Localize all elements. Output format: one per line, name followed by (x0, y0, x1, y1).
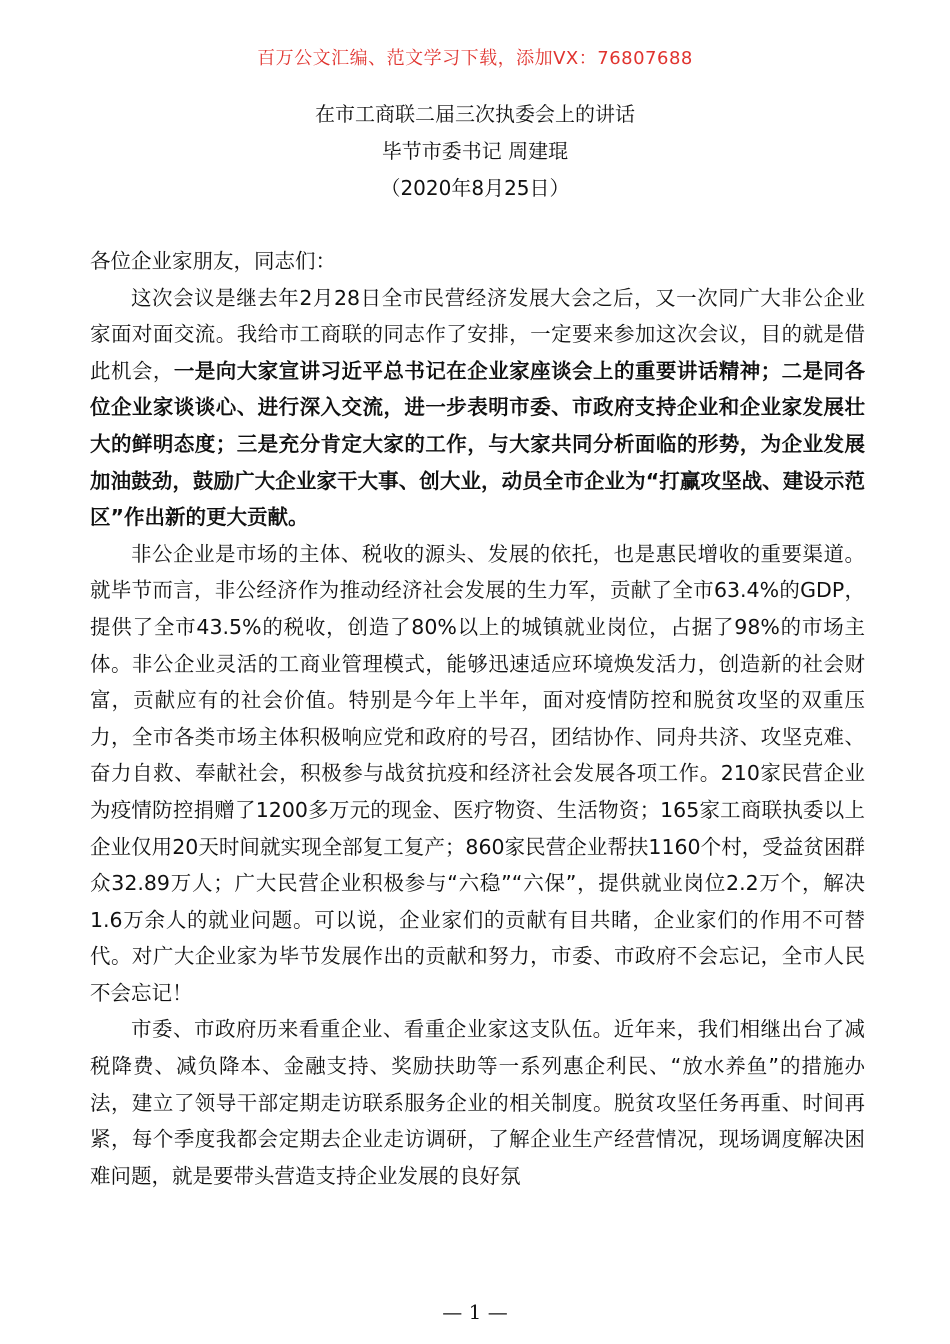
paragraph-2: 非公企业是市场的主体、税收的源头、发展的依托，也是惠民增收的重要渠道。就毕节而言，非公经济作为推动经济社会发展的生力军，贡献了全市63.4%的GDP，提供了全市43.5%的税收，创造了80%以上的城镇就业岗位，占据了98%的市场主体。非公企业灵活的工商业管理模式，能够迅速适应环境焕发活力，创造新的社会财富，贡献应有的社会价值。特别是今年上半年，面对疫情防控和脱贫攻坚的双重压力，全市各类市场主体积极响应党和政府的号召，团结协作、同舟共济、攻坚克难、奋力自救、奉献社会，积极参与战贫抗疫和经济社会发展各项工作。210家民营企业为疫情防控捐赠了1200多万元的现金、医疗物资、生活物资；165家工商联执委以上企业仅用20天时间就实现全部复工复产；860家民营企业帮扶1160个村，受益贫困群众32.89万人；广大民营企业积极参与“六稳”“六保”，提供就业岗位2.2万个，解决1.6万余人的就业问题。可以说，企业家们的贡献有目共睹，企业家们的作用不可替代。对广大企业家为毕节发展作出的贡献和努力，市委、市政府不会忘记，全市人民不会忘记！ (90, 541, 865, 1005)
paragraph-1 (90, 280, 865, 536)
page-number: — 1 — (442, 1300, 508, 1324)
paragraph-1-text: 这次会议是继去年2月28日全市民营经济发展大会之后，又一次同广大非公企业家面对面交流。我给市工商联的同志作了安排，一定要来参加这次会议，目的就是借此机会， (90, 285, 865, 383)
speech-author: 毕节市委书记 周建琨 (381, 139, 569, 163)
salutation: 各位企业家朋友，同志们： (90, 249, 336, 273)
paragraph-1-emphasis: 一是向大家宣讲习近平总书记在企业家座谈会上的重要讲话精神；二是同各位企业家谈谈心、进行深入交流，进一步表明市委、市政府支持企业和企业家发展壮大的鲜明态度；三是充分肯定大家的工作，与大家共同分析面临的形势，为企业发展加油鼓劲，鼓励广大企业家干大事、创大业，动员全市企业为“打赢攻坚战、建设示范区”作出新的更大贡献。 (90, 358, 866, 530)
speech-body (90, 243, 865, 1194)
speech-date: （2020年8月25日） (380, 176, 570, 200)
speech-title: 在市工商联二届三次执委会上的讲话 (315, 102, 635, 126)
paragraph-3: 市委、市政府历来看重企业、看重企业家这支队伍。近年来，我们相继出台了减税降费、减负降本、金融支持、奖励扶助等一系列惠企利民、“放水养鱼”的措施办法，建立了领导干部定期走访联系服务企业的相关制度。脱贫攻坚任务再重、时间再紧，每个季度我都会定期去企业走访调研，了解企业生产经营情况，现场调度解决困难问题，就是要带头营造支持企业发展的良好氛 (90, 1017, 865, 1188)
watermark-text: 百万公文汇编、范文学习下载，添加VX：76807688 (257, 48, 693, 69)
